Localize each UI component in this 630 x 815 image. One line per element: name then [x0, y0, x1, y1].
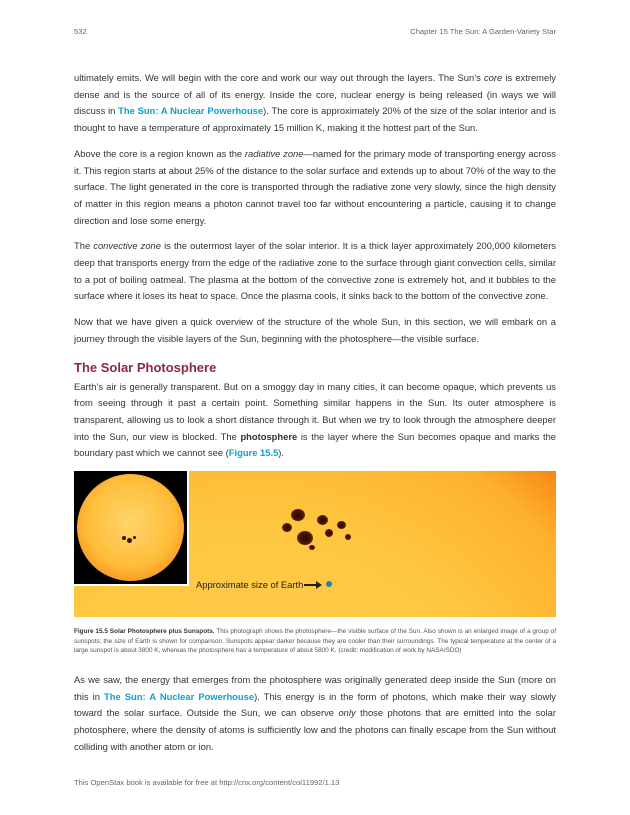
text: is extremely dense and is the source of all of its energy. Inside the core, nuclear energy is being released (in ways we will discuss in [74, 72, 556, 117]
sunspot-group [279, 501, 359, 561]
caption-title: Figure 15.5 Solar Photosphere plus Sunspots. [74, 628, 215, 636]
full-sun-inset [74, 471, 189, 586]
chapter-title: Chapter 15 The Sun: A Garden-Variety Star [410, 27, 556, 36]
text: is the outermost layer of the solar interior. It is a thick layer approximately 200,000 kilometers deep that transports energy from the edge of the radiative zone to the surface through giant convection cells, similar to a pot of boiling oatmeal. The plasma at the bottom of the convective zone is extremely hot, and it bubbles to the surface where it loses its heat to space. Once the plasma cools, it sinks back to the bottom of the convective zone. [74, 240, 556, 302]
link-figure-15-5[interactable]: Figure 15.5 [228, 447, 279, 459]
paragraph-energy [74, 672, 556, 756]
page-number: 532 [74, 27, 87, 36]
text: Above the core is a region known as the [74, 147, 245, 159]
text: ). [278, 447, 285, 459]
text: ultimately emits. We will begin with the core and work our way out through the layers. The Sun’s [74, 72, 484, 83]
text: ). The core is approximately 20% of the size of the solar interior and is thought to have a temperature of approximately 15 million K, making it the hottest part of the Sun. [74, 105, 556, 134]
paragraph-photosphere [74, 379, 556, 463]
section-heading: The Solar Photosphere [74, 359, 217, 375]
paragraph-core [74, 70, 556, 137]
link-nuclear-powerhouse-2[interactable]: The Sun: A Nuclear Powerhouse [104, 690, 255, 702]
text: Earth’s air is generally transparent. But on a smoggy day in many cities, it can become opaque, which prevents us from seeing through it past a certain point. Something similar happens in the Sun. Its outer atmosphere is transparent, allowing us to look a short distance through it. But when we try to look through the atmosphere deeper into the Sun, our view is blocked. The [74, 380, 556, 442]
paragraph-radiative-zone [74, 146, 556, 230]
figure-caption [74, 627, 556, 656]
paragraph-convective-zone [74, 238, 556, 305]
text: ). This energy is in the form of photons, which make their way slowly toward the solar surface. Outside the Sun, we can observe [74, 690, 556, 719]
page-content [74, 70, 556, 764]
caption-text: This photograph shows the photosphere—the visible surface of the Sun. Also shown is an enlarged image of a group of sunspots; the size of Earth is shown for comparison. Sunspots appear darker because they are cooler than their surroundings. The typical temperature at the center of a large sunspot is about 3800 K, whereas the photosphere has a temperature of about 5800 K. (credit: modification of work by NASA/SDO) [74, 628, 556, 655]
term-photosphere: photosphere [240, 430, 298, 442]
term-convective-zone: convective zone [93, 240, 161, 252]
emphasis-only: only [338, 707, 356, 719]
arrow-icon [304, 584, 318, 586]
full-sun-disk [77, 474, 184, 581]
term-core: core [483, 72, 503, 83]
text: is the layer where the Sun becomes opaque and marks the boundary past which we cannot see ( [74, 430, 557, 459]
figure-photosphere-image [74, 471, 556, 617]
paragraph-overview: Now that we have given a quick overview of the structure of the whole Sun, in this section, we will embark on a journey through the visible layers of the Sun, beginning with the photosphere—the visible surface. [74, 316, 556, 344]
earth-size-label: Approximate size of Earth [196, 579, 304, 591]
term-radiative-zone: radiative zone [244, 147, 304, 159]
text: As we saw, the energy that emerges from the photosphere was originally generated deep inside the Sun (more on this in [74, 673, 556, 702]
link-nuclear-powerhouse[interactable]: The Sun: A Nuclear Powerhouse [118, 105, 264, 117]
footer-text: This OpenStax book is available for free at http://cnx.org/content/col11992/1.13 [74, 778, 340, 787]
text: those photons that are emitted into the solar photosphere, where the density of atoms is sufficiently low and the photons can finally escape from the Sun without colliding with another atom or ion. [74, 707, 556, 752]
text: The [74, 240, 94, 252]
text: —named for the primary mode of transporting energy across it. This region starts at about 25% of the distance to the solar surface and extends up to about 70% of the way to the surface. The light generated in the core is transported through the radiative zone very slowly, since the high density of matter in this region means a photon cannot travel too far without encountering a particle, causing it to change direction and lose some energy. [74, 147, 556, 226]
